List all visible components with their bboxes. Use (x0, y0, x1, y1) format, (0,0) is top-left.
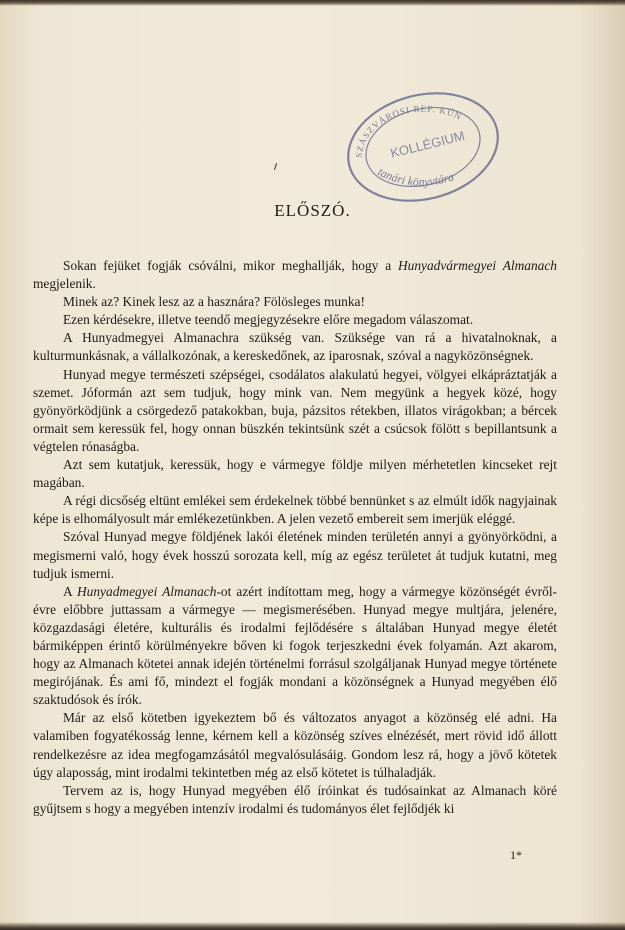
paragraph-text: -ot azért indítottam meg, hogy a vármegye közönségét évről-évre előbbre juttassam a vármegye — megismerésében. Hunyad megye multjára, jelenére, közgazdasági életére, kulturális és irodalmi fejlődésére s általában Hunyad megye életét bármiképpen érintő körülményekre bőven ki fogok terjeszkedni évek folyamán. Azt akarom, hogy az Almanach kötetei annak idején történelmi forrásul szolgáljanak Hunyad megye története megirójának. És ami fő, mindezt el fogják mondani a közönségnek a Hunyad megyében élő szaktudósok és írók. (33, 583, 558, 708)
paragraph-text: A (63, 583, 77, 599)
scan-edge-bottom (0, 922, 625, 930)
paragraph-text: Hunyad megye természeti szépségei, csodálatos alakulatú hegyei, völgyei elkápráztatják a szemet. Jóformán azt sem tudjuk, hogy mink van. Nem megyünk a hegyek közé, hogy gyönyörködjünk a csörgedező patakokban, buja, pázsitos rétekben, illatos virágokban; a bércek ormait sem keressük fel, hogy onnan büszkén tekintsünk szét a csúcsok fölött s bepillantsunk a végtelen rónaságba. (33, 366, 557, 454)
stamp-outer-text: SZÁSZVÁROSI REF. KÚN (353, 103, 464, 159)
scan-edge-top (0, 0, 625, 6)
preface-paragraph (33, 583, 557, 710)
preface-paragraph (33, 456, 557, 492)
paragraph-text: Minek az? Kinek lesz az a hasznára? Fölösleges munka! (63, 294, 365, 310)
paragraph-text: Tervem az is, hogy Hunyad megyében élő íróinkat és tudósainkat az Almanach köré gyűjtsem s hogy a megyében intenzív irodalmi és tudományos élet fejlődjék ki (33, 782, 557, 816)
preface-paragraph (33, 311, 557, 329)
preface-paragraph (33, 528, 557, 582)
paragraph-text: Azt sem kutatjuk, keressük, hogy e vármegye földje milyen mérhetetlen kincseket rejt magában. (33, 457, 557, 491)
preface-paragraph (33, 709, 557, 781)
preface-paragraph (33, 782, 557, 818)
paragraph-italic-title: Hunyadmegyei Almanach (77, 583, 217, 599)
page-title: ELŐSZÓ. (274, 201, 351, 220)
paragraph-italic-title: Hunyadvármegyei Almanach (397, 258, 558, 273)
preface-paragraph (33, 257, 557, 293)
stamp-inner-text: tanári könyvtára (375, 164, 456, 189)
library-stamp (342, 88, 504, 206)
paragraph-text: megjelenik. (33, 276, 96, 292)
preface-paragraph (33, 366, 557, 456)
paragraph-text: Sokan fejüket fogják csóválni, mikor meghallják, hogy a (63, 258, 398, 273)
paragraph-text: A Hunyadmegyei Almanachra szükség van. Szüksége van rá a hivatalnoknak, a kulturmunkásnak, a vállalkozónak, a kereskedőnek, az iparosnak, szóval a nagyközönségnek. (33, 330, 557, 364)
paragraph-text: Szóval Hunyad megye földjének lakói életének minden területén annyi a gyönyörködni, a megismerni való, hogy évek hosszú sorozata kell, míg az egész területet át tudjuk kutatni, meg tudjuk ismerni. (33, 529, 557, 581)
paragraph-text: A régi dicsőség eltünt emlékei sem érdekelnek többé bennünket s az elmúlt idők nagyjainak képe is elhomályosult már emlékezetünkben. A jelen vezető embereit sem imerjük eléggé. (33, 493, 557, 527)
preface-paragraph (33, 329, 557, 365)
paragraph-text: Már az első kötetben igyekeztem bő és változatos anyagot a közönség elé adni. Ha valamiben fogyatékosság lenne, kérnem kell a közönség szíves elnézését, mert rövid idő állott rendelkezésre az idea megfogamzásától megvalósulásáig. Gondom lesz rá, hogy a jövő kötetek úgy alaposság, mint irodalmi tekintetben még az első kötetet is túlhaladják. (33, 710, 557, 780)
preface-paragraph (33, 293, 557, 311)
paragraph-text: Ezen kérdésekre, illetve teendő megjegyzésekre előre megadom válaszomat. (63, 312, 474, 328)
preface-body (33, 257, 557, 818)
stamp-middle-text: KOLLÉGIUM (388, 127, 467, 161)
signature-mark: 1* (510, 848, 522, 862)
preface-paragraph (33, 492, 557, 528)
